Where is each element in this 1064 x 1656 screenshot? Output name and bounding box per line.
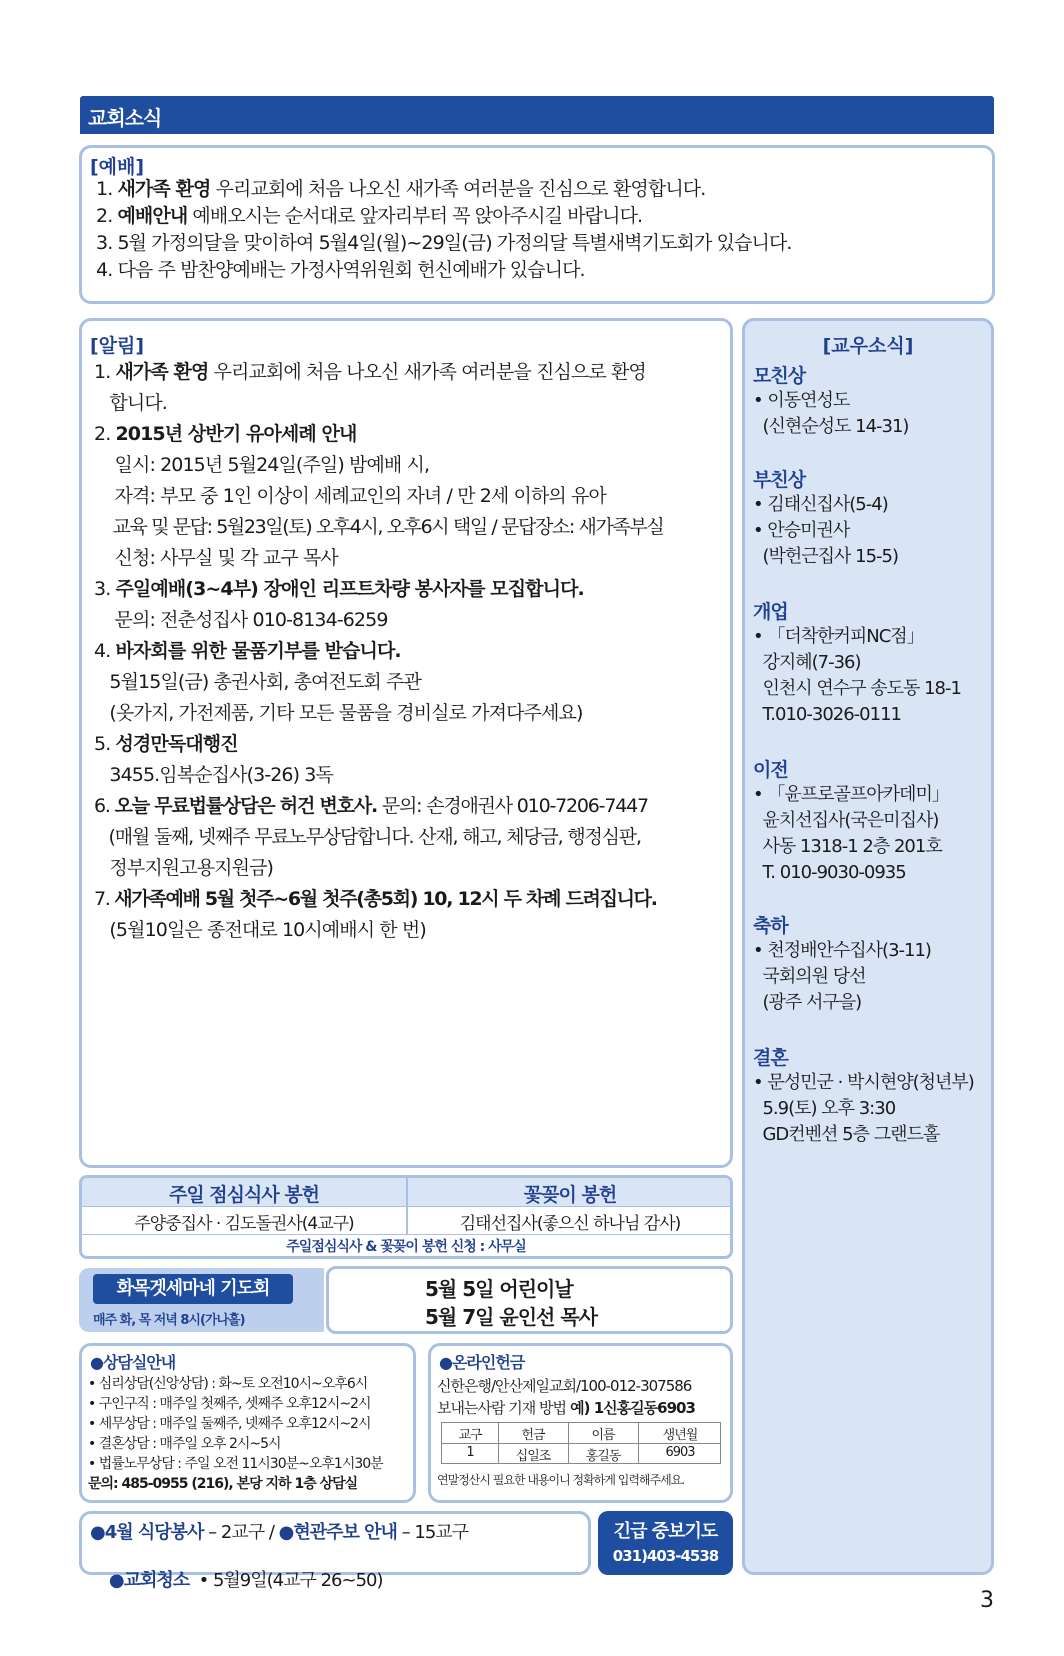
text-span: 성경만독대행진 <box>115 733 238 755</box>
worship-box <box>79 145 995 304</box>
members-title: [교우소식] <box>822 335 914 357</box>
urgent-prayer-phone: 031)403-4538 <box>612 1547 719 1565</box>
text-span: (5월10일은 종전대로 10시예배시 한 번) <box>94 919 426 941</box>
text-span: (박헌근집사 15-5) <box>753 546 899 567</box>
text-span: • 「윤프로골프아카데미」 <box>753 784 949 805</box>
text-span: 인천시 연수구 송도동 18-1 <box>753 678 961 699</box>
section-header-bar <box>80 96 994 134</box>
members-section <box>753 361 974 465</box>
worship-item <box>96 176 792 203</box>
worship-item <box>96 203 792 230</box>
offering-divider <box>82 1234 730 1235</box>
counsel-item: • 세무상담 : 매주일 둘째주, 넷째주 오후12시~2시 <box>88 1416 371 1432</box>
text-span: 5월15일(금) 총권사회, 총여전도회 주관 <box>94 671 421 693</box>
text-span: 6. <box>94 795 115 817</box>
text-span: 새가족 환영 <box>117 178 211 200</box>
online-account: 신한은행/안산제일교회/100-012-307586 <box>437 1377 692 1395</box>
worship-item <box>96 230 792 257</box>
notice-line <box>94 698 663 729</box>
text-span: 부친상 <box>753 469 806 491</box>
text-span: 다음 주 밤찬양예배는 가정사역위원회 헌신예배가 있습니다. <box>117 259 585 281</box>
notice-line <box>94 388 663 419</box>
notice-line <box>94 667 663 698</box>
notice-box <box>79 318 733 1168</box>
offering-footer: 주일점심식사 & 꽃꽂이 봉헌 신청 : 사무실 <box>286 1239 526 1255</box>
text-span: 보내는사람 기재 방법 <box>437 1399 566 1417</box>
table-cell: 6903 <box>665 1445 695 1460</box>
members-section <box>753 465 974 597</box>
text-span: – 15교구 <box>396 1522 469 1543</box>
table-header: 이름 <box>591 1428 615 1443</box>
counsel-title: ●상담실안내 <box>90 1353 176 1372</box>
urgent-prayer-title: 긴급 중보기도 <box>613 1521 718 1542</box>
text-span: • 이동연성도 <box>753 390 850 411</box>
lunch-offering-title: 주일 점심식사 봉헌 <box>168 1184 320 1206</box>
text-span: 일시: 2015년 5월24일(주일) 밤예배 시, <box>94 454 430 476</box>
text-span: 2. <box>94 423 116 445</box>
notice-line <box>94 605 663 636</box>
online-offering-title: ●온라인헌금 <box>439 1353 525 1372</box>
text-span: • 5월9일(4교구 26~50) <box>189 1570 383 1591</box>
flower-offering-value: 김태선집사(좋으신 하나님 감사) <box>459 1214 681 1234</box>
text-span: • 천정배안수집사(3-11) <box>753 940 931 961</box>
text-span: 예배오시는 순서대로 앞자리부터 꼭 앉아주시길 바랍니다. <box>187 205 643 227</box>
lunch-offering-value: 주양중집사 · 김도돌권사(4교구) <box>134 1214 354 1234</box>
notice-line <box>94 636 663 667</box>
text-span: 축하 <box>753 915 788 937</box>
table-cell: 십일조 <box>515 1449 551 1464</box>
text-span: 우리교회에 처음 나오신 새가족 여러분을 진심으로 환영합니다. <box>210 178 706 200</box>
text-span: 자격: 부모 중 1인 이상이 세례교인의 자녀 / 만 2세 이하의 유아 <box>94 485 606 507</box>
worship-item <box>96 257 792 284</box>
counsel-contact: 문의: 485-0955 (216), 본당 지하 1층 상담실 <box>88 1476 358 1492</box>
prayer-meeting-details <box>326 1266 733 1334</box>
text-span: 신청: 사무실 및 각 교구 목사 <box>94 547 338 569</box>
members-section <box>753 597 974 755</box>
text-span: 5.9(토) 오후 3:30 <box>753 1098 896 1119</box>
members-section <box>753 755 974 911</box>
text-span: 문의: 손경애권사 010-7206-7447 <box>377 795 648 817</box>
text-span: 바자회를 위한 물품기부를 받습니다. <box>115 640 401 662</box>
notice-line <box>94 481 663 512</box>
online-note: 연말정산시 필요한 내용이니 정확하게 입력해주세요. <box>437 1473 685 1487</box>
text-span: 2015년 상반기 유아세례 안내 <box>115 423 357 445</box>
members-section <box>753 1043 974 1148</box>
text-span: 결혼 <box>753 1047 788 1069</box>
notice-line <box>94 574 663 605</box>
notice-line <box>94 729 663 760</box>
members-list <box>753 361 974 1148</box>
text-span: 새가족 환영 <box>115 361 209 383</box>
text-span: 4. <box>94 640 116 662</box>
service-info-box <box>79 1511 591 1591</box>
worship-title: [예배] <box>90 156 145 178</box>
text-span: (매월 둘째, 넷째주 무료노무상담합니다. 산재, 해고, 체당금, 행정심판, <box>94 826 641 848</box>
notice-line <box>94 450 663 481</box>
text-span: 3. <box>94 578 116 600</box>
prayer-line: 5월 7일 윤인선 목사 <box>425 1305 597 1329</box>
text-span: ●현관주보 안내 <box>278 1522 397 1543</box>
table-cell: 1 <box>466 1445 474 1460</box>
text-span: 3455.임복순집사(3-26) 3독 <box>94 764 333 786</box>
notice-line <box>94 512 663 543</box>
text-span: ●4월 식당봉사 <box>90 1522 204 1543</box>
text-span: 이전 <box>753 759 788 781</box>
text-span: 5. <box>94 733 116 755</box>
notice-line <box>94 357 663 388</box>
notice-line <box>94 543 663 574</box>
text-span: 강지혜(7-36) <box>753 652 861 673</box>
prayer-meeting-title: 화목겟세마네 기도회 <box>93 1274 293 1304</box>
text-span: 윤치선집사(국은미집사) <box>753 810 939 831</box>
counsel-box <box>79 1343 416 1503</box>
text-span: • 문성민군 · 박시현양(청년부) <box>753 1072 974 1093</box>
text-span: 4. <box>96 259 113 281</box>
prayer-line: 5월 5일 어린이날 <box>425 1277 573 1301</box>
text-span: 7. <box>94 888 115 910</box>
text-span: 정부지원고용지원금) <box>94 857 274 879</box>
text-span: (광주 서구을) <box>753 992 862 1013</box>
table-cell: 홍길동 <box>585 1449 621 1464</box>
text-span: ●교회청소 <box>108 1570 190 1591</box>
notice-line <box>94 915 663 946</box>
text-span: 1. <box>94 361 116 383</box>
table-header: 헌금 <box>521 1428 545 1443</box>
counsel-item: • 구인구직 : 매주일 첫째주, 셋째주 오후12시~2시 <box>88 1396 371 1412</box>
page-number: 3 <box>980 1588 994 1613</box>
text-span: 주일예배(3~4부) 장애인 리프트차량 봉사자를 모집합니다. <box>115 578 584 600</box>
worship-list <box>96 176 792 284</box>
text-span: (신현순성도 14-31) <box>753 416 909 437</box>
text-span: 문의: 전춘성집사 010-8134-6259 <box>94 609 388 631</box>
members-section <box>753 911 974 1043</box>
text-span: 합니다. <box>94 392 167 414</box>
counsel-item: • 결혼상담 : 매주일 오후 2시~5시 <box>88 1436 281 1452</box>
text-span: T.010-3026-0111 <box>753 704 901 725</box>
text-span: (옷가지, 가전제품, 기타 모든 물품을 경비실로 가져다주세요) <box>94 702 583 724</box>
text-span: – 2교구 / <box>203 1522 279 1543</box>
text-span: • 김태신집사(5-4) <box>753 494 888 515</box>
counsel-list <box>88 1374 383 1494</box>
text-span: 2. <box>96 205 113 227</box>
text-span: 3. <box>96 232 113 254</box>
notice-line <box>94 822 663 853</box>
notice-line <box>94 884 663 915</box>
text-span: 국회의원 당선 <box>753 966 866 987</box>
text-span: T. 010-9030-0935 <box>753 862 906 883</box>
offering-table <box>79 1175 733 1259</box>
notice-line <box>94 853 663 884</box>
text-span: 새가족예배 5월 첫주~6월 첫주(총5회) 10, 12시 두 차례 드려집니다. <box>114 888 657 910</box>
counsel-item: • 심리상담(신앙상담) : 화~토 오전10시~오후6시 <box>88 1376 368 1392</box>
members-news-panel <box>742 318 994 1575</box>
text-span: 모친상 <box>753 365 806 387</box>
online-method <box>437 1398 695 1418</box>
counsel-item: • 법률노무상담 : 주일 오전 11시30분~오후1시30분 <box>88 1456 383 1472</box>
table-header: 생년월 <box>662 1428 698 1443</box>
notice-list <box>94 357 663 946</box>
online-example-table <box>441 1422 721 1464</box>
notice-line <box>94 791 663 822</box>
prayer-meeting-label <box>79 1268 324 1332</box>
notice-line <box>94 419 663 450</box>
online-offering-box <box>428 1343 733 1503</box>
text-span: • 「더착한커피NC점」 <box>753 626 924 647</box>
table-header: 교구 <box>458 1428 482 1443</box>
text-span: GD컨벤션 5층 그랜드홀 <box>753 1124 940 1145</box>
section-header-title: 교회소식 <box>88 106 162 130</box>
urgent-prayer-badge <box>598 1511 733 1575</box>
text-span: • 안승미권사 <box>753 520 850 541</box>
notice-title: [알림] <box>90 335 145 357</box>
text-span: 우리교회에 처음 나오신 새가족 여러분을 진심으로 환영 <box>208 361 646 383</box>
service-info-line <box>90 1545 383 1613</box>
text-span: 오늘 무료법률상담은 허건 변호사. <box>114 795 377 817</box>
flower-offering-title: 꽃꽂이 봉헌 <box>523 1184 617 1206</box>
service-info-line <box>90 1518 468 1544</box>
text-span: 예) 1신홍길동6903 <box>565 1399 695 1417</box>
text-span: 사동 1318-1 2층 201호 <box>753 836 942 857</box>
text-span: 1. <box>96 178 113 200</box>
text-span: 5월 가정의달을 맞이하여 5월4일(월)~29일(금) 가정의달 특별새벽기도회가 있습니다. <box>117 232 792 254</box>
text-span: 교육 및 문답: 5월23일(토) 오후4시, 오후6시 택일 / 문답장소: 새가족부실 <box>94 516 664 538</box>
text-span: 예배안내 <box>117 205 188 227</box>
prayer-meeting-schedule: 매주 화, 목 저녁 8시(가나홀) <box>93 1313 245 1328</box>
text-span: 개업 <box>753 601 788 623</box>
notice-line <box>94 760 663 791</box>
